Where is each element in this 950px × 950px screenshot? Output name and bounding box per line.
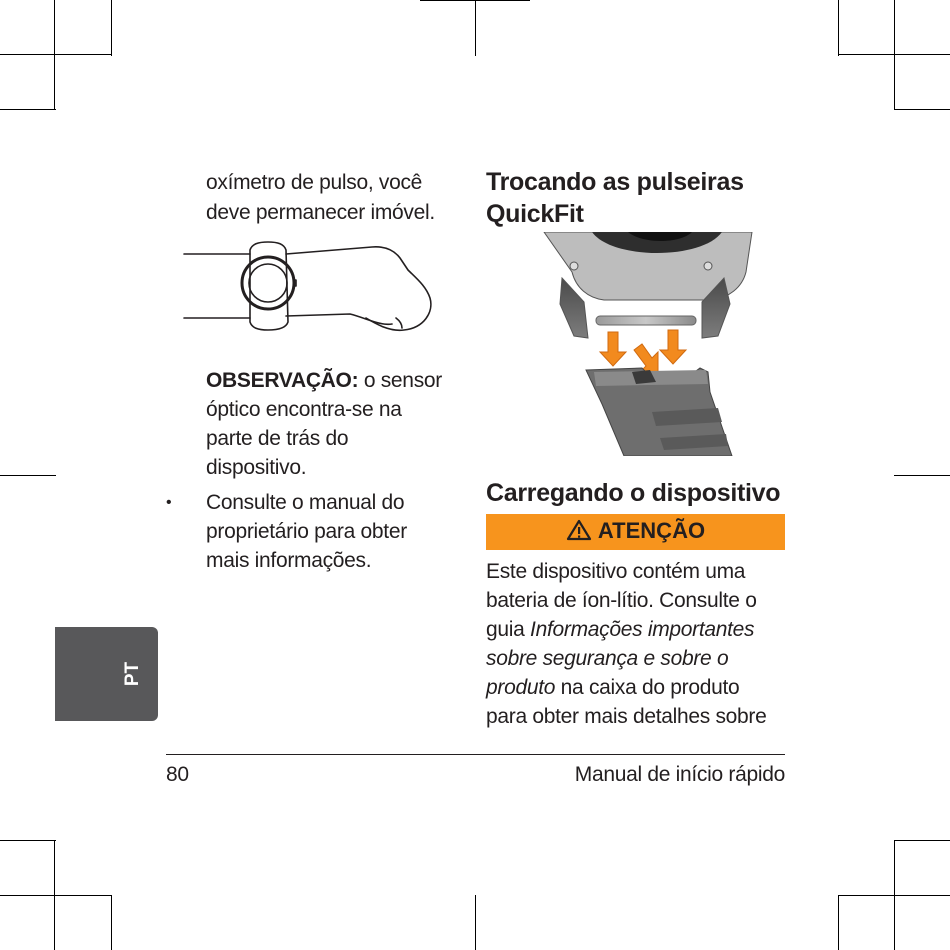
note-text: parte de trás do	[206, 427, 349, 450]
note-text: óptico encontra-se na	[206, 398, 402, 421]
crop-mark	[0, 109, 56, 110]
section-heading: Trocando as pulseiras	[486, 168, 744, 196]
crop-mark	[894, 0, 895, 110]
wrist-illustration	[180, 238, 440, 343]
crop-mark	[894, 109, 950, 110]
crop-mark	[0, 895, 112, 896]
note-text-rest: o sensor	[358, 369, 442, 392]
language-tab-label: PT	[122, 661, 143, 687]
warning-title	[486, 518, 785, 544]
bullet-text: mais informações.	[206, 549, 372, 572]
crop-mark	[0, 840, 56, 841]
warning-banner	[486, 514, 785, 550]
bullet-icon: •	[166, 494, 172, 511]
body-text	[486, 673, 739, 702]
body-text: Este dispositivo contém uma	[486, 560, 746, 583]
crop-mark	[111, 0, 112, 56]
body-text-italic: Informações importantes	[530, 618, 755, 641]
body-text	[486, 615, 754, 644]
crop-mark	[0, 54, 112, 55]
crop-mark	[894, 840, 895, 950]
crop-mark	[54, 0, 55, 110]
page-number: 80	[166, 763, 189, 786]
crop-mark	[475, 0, 476, 56]
body-text-rest: na caixa do produto	[555, 676, 740, 699]
note-label: OBSERVAÇÃO:	[206, 369, 359, 392]
crop-mark	[111, 895, 112, 950]
bullet-text: Consulte o manual do	[206, 491, 405, 514]
body-text: para obter mais detalhes sobre	[486, 705, 767, 728]
crop-mark	[54, 840, 55, 950]
body-text-prefix: guia	[486, 618, 531, 641]
crop-mark	[838, 0, 839, 56]
footer-title: Manual de início rápido	[574, 763, 785, 786]
crop-mark	[894, 475, 950, 476]
body-text-italic: produto	[486, 676, 556, 699]
section-heading: QuickFit	[486, 200, 584, 228]
crop-mark	[0, 475, 56, 476]
section-heading: Carregando o dispositivo	[486, 479, 781, 507]
body-text: oxímetro de pulso, você	[206, 171, 423, 194]
crop-mark	[475, 895, 476, 950]
body-text-italic: sobre segurança e sobre o	[486, 647, 729, 670]
crop-mark	[838, 895, 839, 950]
bullet-text: proprietário para obter	[206, 520, 407, 543]
note-text	[206, 366, 442, 395]
crop-mark	[894, 840, 950, 841]
warning-triangle-icon	[566, 519, 592, 541]
quickfit-band-illustration	[532, 232, 784, 456]
note-text: dispositivo.	[206, 456, 307, 479]
body-text: bateria de íon-lítio. Consulte o	[486, 589, 757, 612]
warning-label: ATENÇÃO	[597, 518, 706, 543]
body-text: deve permanecer imóvel.	[206, 201, 435, 224]
language-tab	[55, 627, 158, 721]
footer-rule	[166, 754, 785, 755]
